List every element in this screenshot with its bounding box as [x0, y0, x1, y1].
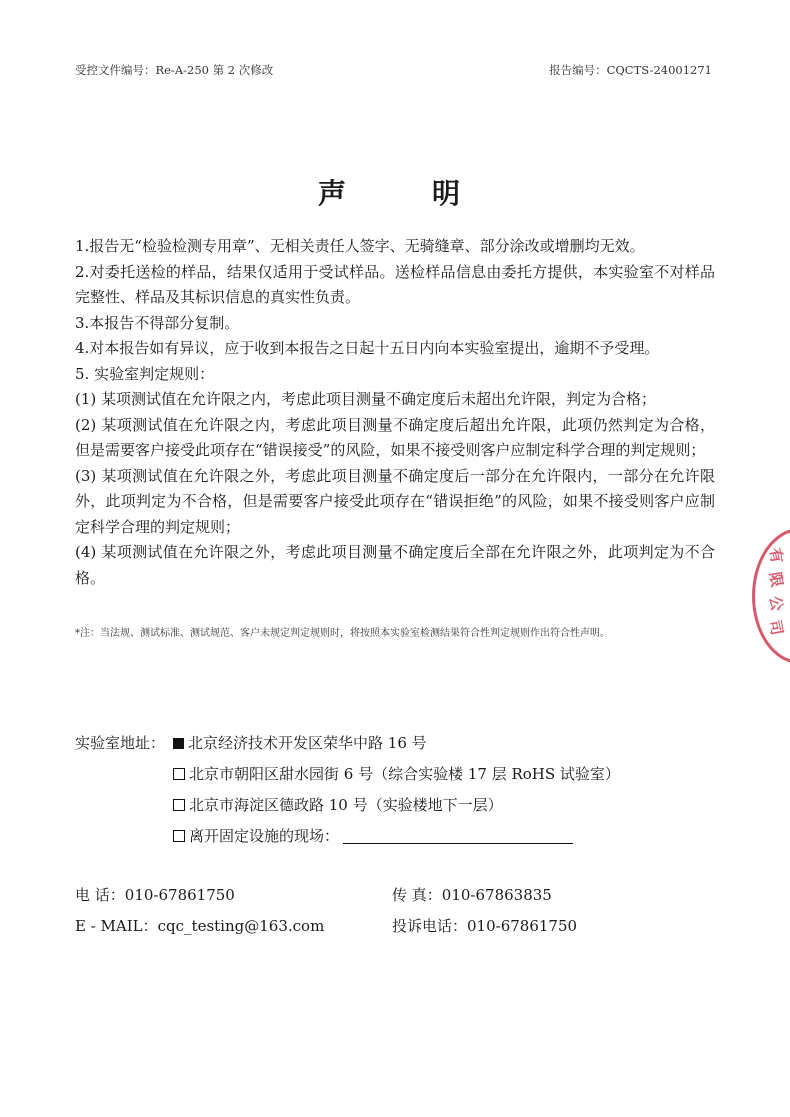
checked-box-icon — [173, 738, 184, 749]
title-char-1: 声 — [318, 177, 347, 210]
report-number: 报告编号：CQCTS-24001271 — [549, 63, 712, 77]
address-option: 北京市朝阳区甜水园街 6 号（综合实验楼 17 层 RoHS 试验室） — [173, 759, 620, 790]
phone-label: 电 话： — [75, 886, 125, 904]
fax-row — [392, 884, 552, 905]
lab-address-block — [75, 728, 620, 852]
fax-value: 010-67863835 — [441, 886, 552, 904]
complaint-row — [392, 915, 577, 936]
address-option: 北京经济技术开发区荣华中路 16 号 — [173, 728, 427, 759]
address-option: 北京市海淀区德政路 10 号（实验楼地下一层） — [173, 790, 503, 821]
email-row — [75, 915, 324, 936]
unchecked-box-icon — [173, 768, 185, 780]
phone-row — [75, 884, 235, 905]
declaration-item: 5. 实验室判定规则： — [75, 364, 215, 383]
declaration-item: 2.对委托送检的样品，结果仅适用于受试样品。送检样品信息由委托方提供，本实验室不对样品完整性、样品及其标识信息的真实性负责。 — [75, 262, 715, 306]
unchecked-box-icon — [173, 830, 185, 842]
declaration-item: (2) 某项测试值在允许限之内，考虑此项目测量不确定度后超出允许限，此项仍然判定为合格，但是需要客户接受此项存在“错误接受”的风险，如果不接受则客户应制定科学合理的判定规则； — [75, 415, 715, 459]
declaration-item: (1) 某项测试值在允许限之内，考虑此项目测量不确定度后未超出允许限，判定为合格； — [75, 390, 657, 408]
blank-fill-line — [343, 827, 573, 844]
title-char-2: 明 — [432, 177, 461, 210]
declaration-item: (3) 某项测试值在允许限之外，考虑此项目测量不确定度后一部分在允许限内，一部分在允许限外，此项判定为不合格，但是需要客户接受此项存在“错误拒绝”的风险，如果不接受则客户应制定科学合理的判定规则； — [75, 466, 715, 536]
declaration-item: 1.报告无“检验检测专用章”、无相关责任人签字、无骑缝章、部分涂改或增删均无效。 — [75, 237, 645, 255]
declaration-item: 3.本报告不得部分复制。 — [75, 313, 240, 332]
partial-seal-stamp: 有 限 公 司 — [752, 528, 790, 664]
phone-value: 010-67861750 — [124, 886, 235, 904]
declaration-item: (4) 某项测试值在允许限之外，考虑此项目测量不确定度后全部在允许限之外，此项判定为不合格。 — [75, 543, 715, 587]
complaint-label: 投诉电话： — [392, 917, 468, 935]
email-label: E - MAIL： — [75, 917, 158, 935]
controlled-doc-number: 受控文件编号：Re-A-250 第 2 次修改 — [75, 63, 274, 77]
email-value: cqc_testing@163.com — [157, 917, 325, 935]
address-label: 实验室地址： — [75, 734, 166, 752]
complaint-value: 010-67861750 — [467, 917, 578, 935]
footnote: *注：当法规、测试标准、测试规范、客户未规定判定规则时，将按照本实验室检测结果符合性判定规则作出符合性声明。 — [75, 628, 610, 639]
address-option: 离开固定设施的现场： — [173, 821, 573, 852]
declaration-list — [75, 234, 715, 591]
unchecked-box-icon — [173, 799, 185, 811]
declaration-item: 4.对本报告如有异议，应于收到本报告之日起十五日内向本实验室提出，逾期不予受理。 — [75, 339, 660, 357]
fax-label: 传 真： — [392, 886, 442, 904]
